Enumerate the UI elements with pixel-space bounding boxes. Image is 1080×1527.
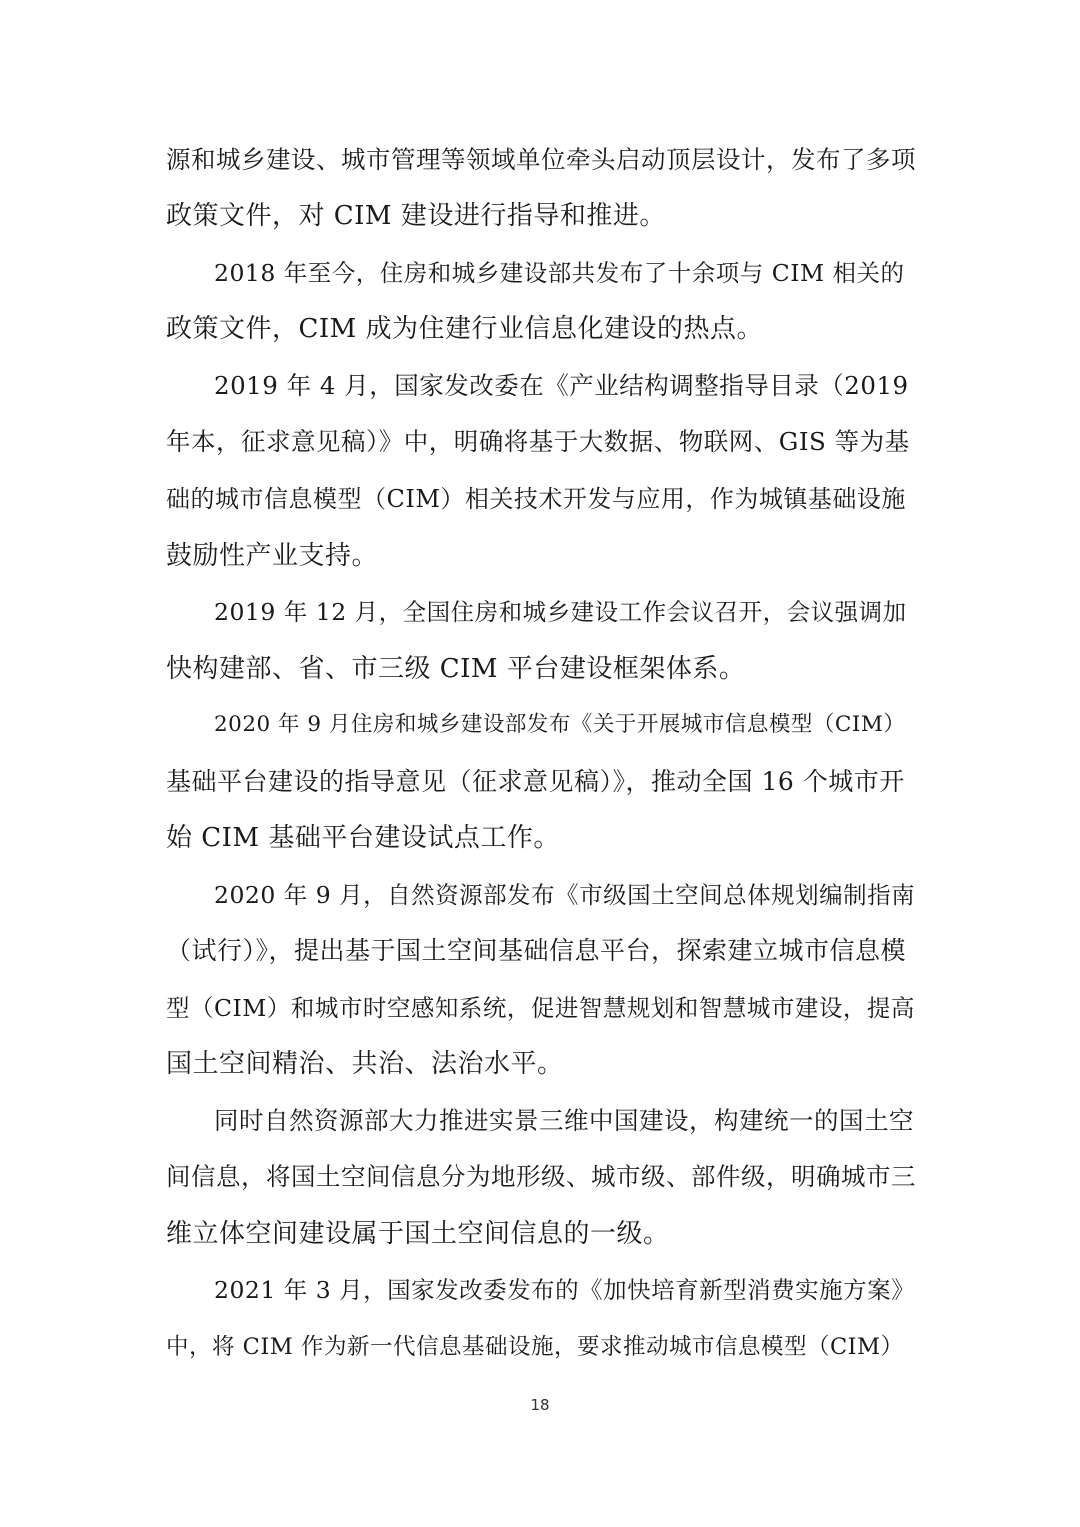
text-line: 2020 年 9 月住房和城乡建设部发布《关于开展城市信息模型（CIM） bbox=[214, 712, 906, 737]
text-line: 中，将 CIM 作为新一代信息基础设施，要求推动城市信息模型（CIM） bbox=[166, 1334, 904, 1360]
text-line: 2020 年 9 月，自然资源部发布《市级国土空间总体规划编制指南 bbox=[214, 881, 916, 909]
text-line: 型（CIM）和城市时空感知系统，促进智慧规划和智慧城市建设，提高 bbox=[166, 994, 915, 1022]
text-line: 2019 年 4 月，国家发改委在《产业结构调整指导目录（2019 bbox=[214, 371, 909, 400]
text-line: 础的城市信息模型（CIM）相关技术开发与应用，作为城镇基础设施 bbox=[166, 485, 906, 513]
text-line: （试行）》，提出基于国土空间基础信息平台，探索建立城市信息模 bbox=[166, 936, 907, 965]
text-line: 2018 年至今，住房和城乡建设部共发布了十余项与 CIM 相关的 bbox=[214, 259, 905, 287]
page-number: 18 bbox=[530, 1396, 550, 1414]
text-line: 政策文件，CIM 成为住建行业信息化建设的热点。 bbox=[166, 314, 764, 344]
text-line: 同时自然资源部大力推进实景三维中国建设，构建统一的国土空 bbox=[214, 1106, 914, 1135]
text-line: 国土空间精治、共治、法治水平。 bbox=[166, 1049, 564, 1079]
text-line: 2021 年 3 月，国家发改委发布的《加快培育新型消费实施方案》 bbox=[214, 1276, 916, 1304]
text-line: 源和城乡建设、城市管理等领域单位牵头启动顶层设计，发布了多项 bbox=[166, 145, 916, 174]
text-line: 始 CIM 基础平台建设试点工作。 bbox=[166, 823, 560, 853]
text-line: 2019 年 12 月，全国住房和城乡建设工作会议召开，会议强调加 bbox=[214, 598, 907, 626]
text-line: 年本，征求意见稿）》中，明确将基于大数据、物联网、GIS 等为基 bbox=[166, 427, 910, 456]
text-line: 快构建部、省、市三级 CIM 平台建设框架体系。 bbox=[166, 654, 746, 684]
text-line: 鼓励性产业支持。 bbox=[166, 541, 379, 571]
text-line: 间信息，将国土空间信息分为地形级、城市级、部件级，明确城市三 bbox=[166, 1162, 916, 1191]
text-line: 维立体空间建设属于国土空间信息的一级。 bbox=[166, 1219, 670, 1249]
text-line: 政策文件，对 CIM 建设进行指导和推进。 bbox=[166, 201, 666, 231]
text-line: 基础平台建设的指导意见（征求意见稿）》，推动全国 16 个城市开 bbox=[166, 767, 905, 796]
